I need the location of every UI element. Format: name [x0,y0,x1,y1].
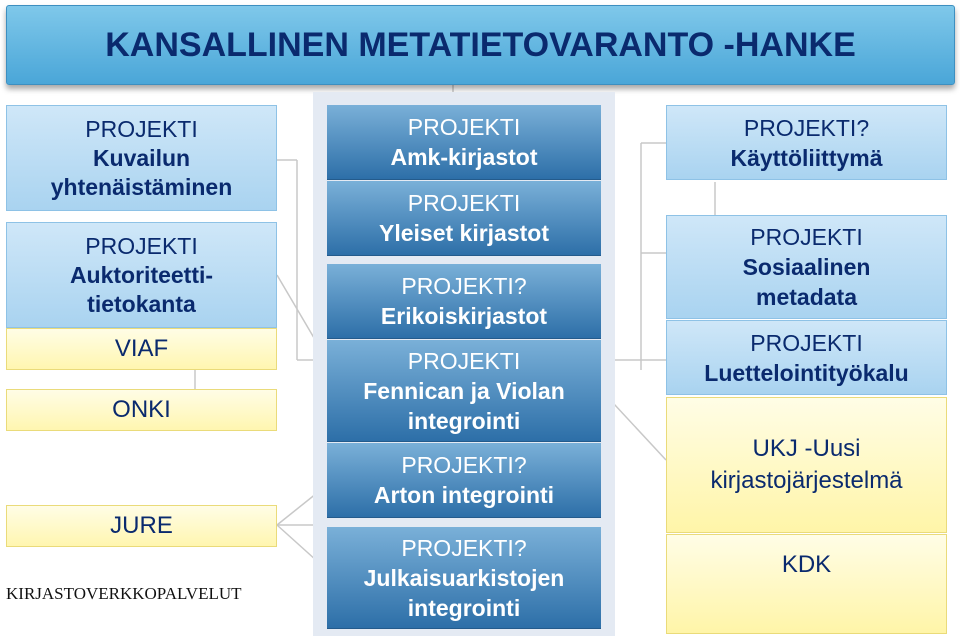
project-label: PROJEKTI [750,224,863,250]
viaf-box: VIAF [6,328,277,370]
project-amk-kirjastot [327,105,601,180]
jure-box: JURE [6,505,277,547]
ukj-box [666,397,947,533]
project-sosiaalinen-metadata [666,215,947,319]
project-arton-integrointi [327,443,601,518]
project-line: Erikoiskirjastot [380,303,548,329]
project-label: PROJEKTI [407,114,521,140]
footer-text: KIRJASTOVERKKOPALVELUT [6,584,242,603]
project-line: Kuvailun [92,144,191,171]
project-kuvailun [6,105,277,211]
project-label: PROJEKTI [85,115,198,142]
project-yleiset-kirjastot [327,181,601,256]
project-label: PROJEKTI? [401,452,527,478]
project-line: Fennican ja Violan [363,377,565,404]
project-line: Sosiaalinen [742,254,871,280]
project-label: PROJEKTI? [401,273,527,299]
project-julkaisuarkistojen [327,527,601,629]
project-line: Arton integrointi [373,482,555,508]
project-label: PROJEKTI [407,347,521,374]
ukj-line: UKJ -Uusi [752,435,861,462]
kdk-line: KDK [781,551,832,578]
kdk-box [666,534,947,634]
project-line: yhtenäistäminen [50,173,233,200]
project-label: PROJEKTI [750,329,863,356]
project-erikoiskirjastot [327,264,601,339]
page-title: KANSALLINEN METATIETOVARANTO -HANKE [6,5,955,85]
project-label: PROJEKTI [407,190,521,216]
project-label: PROJEKTI? [401,534,527,561]
onki-box: ONKI [6,389,277,431]
project-line: integrointi [407,594,521,621]
project-line: metadata [756,284,857,310]
project-line: tietokanta [87,290,196,317]
ukj-line: kirjastojärjestelmä [710,467,903,494]
project-line: Julkaisuarkistojen [363,564,565,591]
project-line: Yleiset kirjastot [378,220,550,246]
project-line: Luettelointityökalu [704,359,909,386]
project-label: PROJEKTI [85,232,198,259]
project-auktoriteetti [6,222,277,328]
project-luettelointityokalu [666,320,947,395]
project-fennica-violan [327,340,601,442]
project-line: integrointi [407,407,521,434]
project-line: Amk-kirjastot [390,144,538,170]
project-line: Käyttöliittymä [730,144,883,171]
project-kayttoliittyma [666,105,947,180]
project-line: Auktoriteetti- [69,261,214,288]
project-label: PROJEKTI? [743,114,870,141]
